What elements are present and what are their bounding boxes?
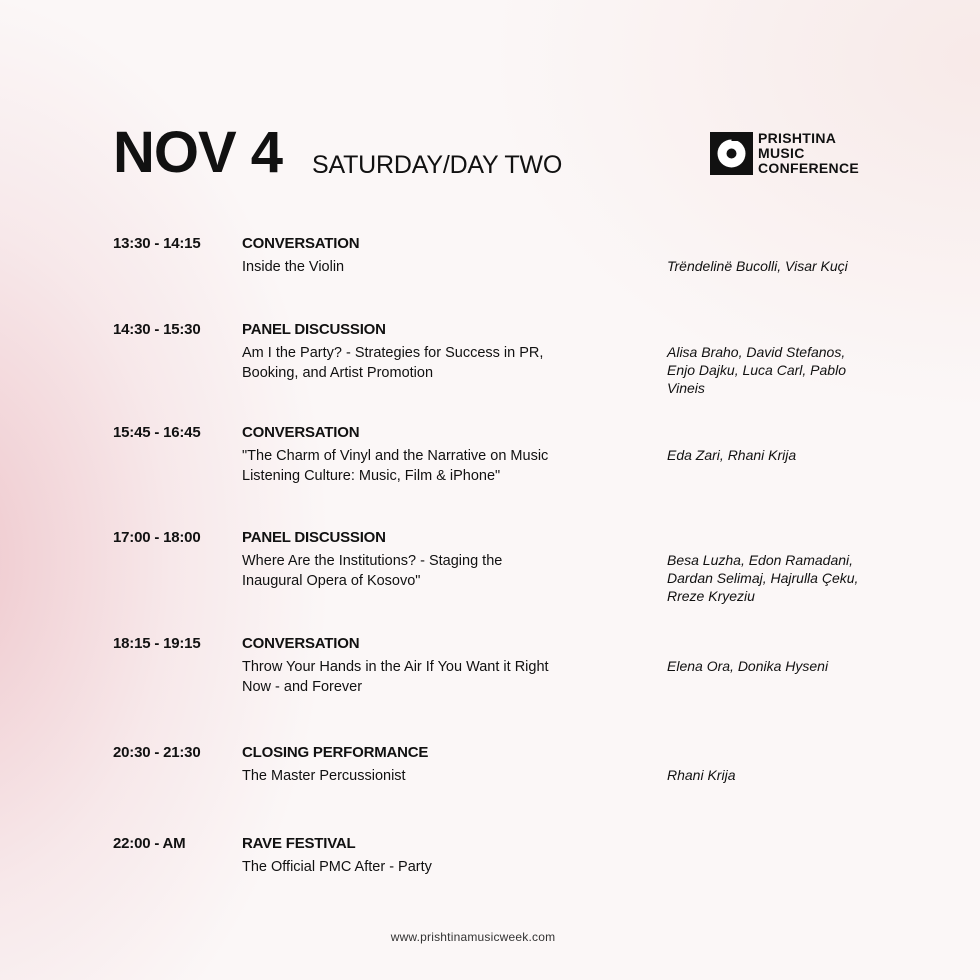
event-category: CONVERSATION [242, 424, 360, 441]
event-title: The Master Percussionist [242, 768, 406, 784]
event-speakers: Besa Luzha, Edon Ramadani, Dardan Selimaj, Hajrulla Çeku, Rreze Kryeziu [667, 552, 859, 604]
event-speakers: Rhani Krija [667, 767, 736, 783]
event-speakers: Elena Ora, Donika Hyseni [667, 658, 829, 674]
event-time: 17:00 - 18:00 [113, 529, 201, 546]
event-time: 18:15 - 19:15 [113, 635, 201, 652]
event-day: SATURDAY/DAY TWO [312, 151, 563, 179]
logo-wordmark [758, 131, 859, 176]
event-title: Where Are the Institutions? - Staging the Inaugural Opera of Kosovo" [242, 553, 503, 589]
event-title: Throw Your Hands in the Air If You Want it Right Now - and Forever [242, 659, 549, 695]
event-time: 13:30 - 14:15 [113, 235, 201, 252]
event-time: 22:00 - AM [113, 835, 186, 852]
event-time: 14:30 - 15:30 [113, 321, 201, 338]
conference-logo [710, 131, 880, 177]
event-category: RAVE FESTIVAL [242, 835, 356, 852]
event-speakers: Trëndelinë Bucolli, Visar Kuçi [667, 258, 848, 274]
logo-line-1: PRISHTINA [758, 130, 837, 146]
logo-line-3: CONFERENCE [758, 160, 860, 176]
event-category: PANEL DISCUSSION [242, 529, 386, 546]
event-title: Inside the Violin [242, 259, 345, 275]
event-time: 20:30 - 21:30 [113, 744, 201, 761]
event-speakers: Eda Zari, Rhani Krija [667, 447, 797, 463]
event-speakers: Alisa Braho, David Stefanos, Enjo Dajku, Luca Carl, Pablo Vineis [667, 344, 846, 396]
event-date: NOV 4 [113, 120, 283, 185]
website-url: www.prishtinamusicweek.com [390, 930, 556, 944]
event-title: The Official PMC After - Party [242, 859, 432, 875]
event-time: 15:45 - 16:45 [113, 424, 201, 441]
event-title: Am I the Party? - Strategies for Success in PR, Booking, and Artist Promotion [242, 345, 544, 381]
event-category: CLOSING PERFORMANCE [242, 744, 429, 761]
event-category: CONVERSATION [242, 235, 360, 252]
event-category: PANEL DISCUSSION [242, 321, 386, 338]
logo-line-2: MUSIC [758, 145, 805, 161]
event-title: "The Charm of Vinyl and the Narrative on Music Listening Culture: Music, Film & iPhone" [242, 448, 549, 484]
event-category: CONVERSATION [242, 635, 360, 652]
circle-logo-icon [710, 132, 753, 175]
